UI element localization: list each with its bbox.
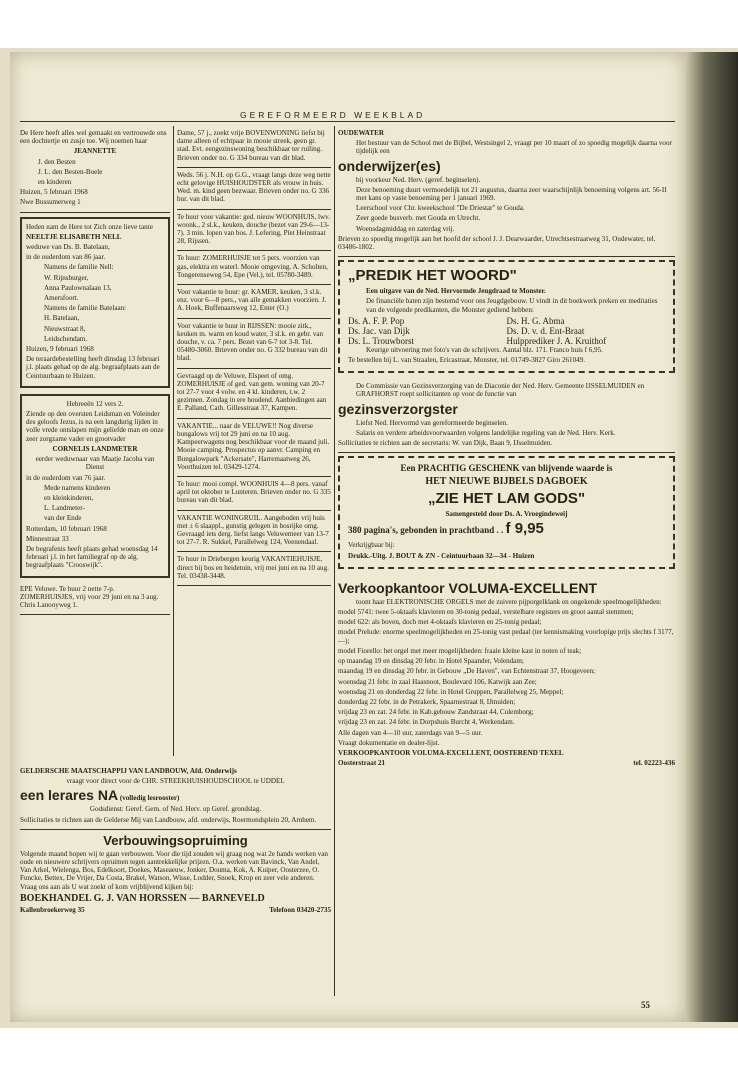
family-line: Namens de familie Nell: bbox=[44, 263, 114, 272]
ad-text: VAKANTIE WONINGRUIL. Aangeboden vrij huis met ± 6 slaappl., gunstig gelegen in bosrijke omg. Gevraagd iets derg. liefst langs Veluwemeer van 13-7 tot 27-7. R. Sukkel, Parallelweg 124, Veenendaal. bbox=[177, 513, 329, 547]
classified-ad bbox=[177, 552, 331, 586]
ad-line: Salaris en verdere arbeidsvoorwaarden volgens landelijke regeling van de Ned. Herv. Kerk. bbox=[356, 428, 616, 437]
ad-big-title: een lerares NA bbox=[20, 787, 119, 804]
oudewater-ad bbox=[338, 126, 675, 257]
family-line: Anna Paulownalaan 13, bbox=[44, 283, 112, 292]
ad-line: Zeer goede busverb. met Gouda en Utrecht. bbox=[356, 214, 481, 223]
demo-date: maandag 19 en dinsdag 20 febr. in Gebouw „De Haven", van Echtenstraat 37, Hoogeveen; bbox=[338, 667, 596, 676]
dagboek-ad bbox=[338, 456, 675, 569]
parent-name: J. den Besten bbox=[38, 157, 76, 166]
ad-big-title: „ZIE HET LAM GODS" bbox=[427, 490, 586, 508]
ad-text: Dame, 57 j., zoekt vrije BOVENWONING liefst bij dame alleen of echtpaar in mooie streek, geen gr. stad. Evt. eengezinswoning beschikbaar ter ruiling. Brieven onder no. G 334 bureau van dit blad. bbox=[177, 129, 325, 162]
birth-text: De Here heeft alles wel gemaakt en vertrouwde ons een dochtertje en zusje toe. Wij noemen haar bbox=[20, 129, 167, 146]
death-intro: Ziende op den oversten Leidsman en Voleinder des geloofs Jezus, is na een langdurig lijden in volle vrede ontslapen mijn geliefde man en onze zeer zorgzame vader en grootvader bbox=[26, 410, 164, 443]
ad-text: Te huur voor vakantie: ged. nieuw WOONHUIS, lwv. woonk., 2 sl.k., keuken, douche (bezet van 29-6—13-7). 3 min. lopen van bos. J. Lefering, Piet Heinstraat 28, Rijssen. bbox=[177, 212, 330, 246]
demo-date: op maandag 19 en dinsdag 20 febr. in Hotel Spaander, Volendam; bbox=[338, 657, 524, 666]
ad-text: Te huur: mooi compl. WOONHUIS 4—8 pers. vanaf april tot oktober te Lunteren. Brieven onder no. G 335 bureau van dit blad. bbox=[177, 479, 331, 505]
verbouwing-ad bbox=[20, 830, 331, 914]
classified-ad bbox=[177, 369, 331, 419]
age-line: in de ouderdom van 76 jaar. bbox=[26, 473, 106, 482]
organ-model: model 622: als boven, doch met 4-oktaafs klavieren en 25-tonig pedaal; bbox=[338, 618, 542, 627]
header-rule bbox=[20, 121, 675, 122]
shop-name: VERKOOPKANTOOR VOLUMA-EXCELLENT, OOSTEREND TEXEL bbox=[338, 748, 564, 757]
gezinsverzorgster-ad bbox=[338, 379, 675, 453]
demo-date: vrijdag 23 en zat. 24 febr. in Dorpshuis Burcht 4, Werkendam. bbox=[338, 718, 515, 727]
ad-big-title: „PREDIK HET WOORD" bbox=[348, 267, 517, 285]
ad-subheading: HET NIEUWE BIJBELS DAGBOEK bbox=[425, 476, 588, 488]
shop-phone: tel. 02223-436 bbox=[633, 759, 675, 768]
ad-text: Verkrijgbaar bij: bbox=[348, 541, 395, 550]
shop-footer bbox=[338, 759, 675, 767]
burial-text: De begrafenis heeft plaats gehad woensdag 14 februari j.l. in het familiegraf op de alg. begraafplaats "Crooswijk". bbox=[26, 544, 158, 570]
ad-line: Liefst Ned. Hervormd van gereformeerde beginselen. bbox=[356, 418, 508, 427]
family-line: Nieuwstraat 8, bbox=[44, 324, 86, 333]
family-line: Leidschendam. bbox=[44, 334, 88, 343]
classified-ad bbox=[177, 419, 331, 477]
deceased-name: NEELTJE ELISABETH NELL bbox=[26, 232, 122, 241]
ad-subheading: vraagt voor direct voor de CHR. STREEKHUISHOUDSCHOOL te UDDEL bbox=[66, 777, 285, 786]
voluma-ad bbox=[338, 575, 675, 770]
family-line: van der Ende bbox=[44, 514, 82, 523]
ad-text: Gevraagd op de Veluwe, Elspeet of omg. ZOMERHUISJE of ged. van gem. woning van 20-7 tot 27-7 voor 4 volw. en 4 kl. kinderen, t.w. 2 gezinnen. Zondag in ere houdend. Aanbiedingen aan E. Palland, Cath. Gillesstraat 37, Kampen. bbox=[177, 371, 327, 413]
ad-heading: GELDERSCHE MAATSCHAPPIJ VAN LANDBOUW, Afd. Onderwijs bbox=[20, 767, 237, 775]
column-divider bbox=[334, 126, 335, 996]
birth-address: Nwe Bussumerweg 1 bbox=[20, 198, 81, 207]
birth-announcement bbox=[20, 126, 170, 213]
demo-date: vrijdag 23 en zat. 24 febr. in Kab.gebouw Zandstraat 44, Culemborg; bbox=[338, 708, 534, 717]
family-line: Amersfoort. bbox=[44, 294, 79, 303]
ad-text: Voor vakantie te huur: gr. KAMER, keuken, 3 sl.k. enz. voor 6—8 pers., van alle gemakken voorzien. J. A. Hoek, Buffenaarsweg 12, Enter (O.) bbox=[177, 288, 327, 313]
family-line: L. Landmeter- bbox=[44, 504, 85, 513]
binding-edge bbox=[683, 52, 738, 1022]
shop-phone: Telefoon 03420-2735 bbox=[269, 905, 331, 914]
lower-left-ads bbox=[20, 764, 331, 914]
classified-ad bbox=[177, 126, 331, 168]
ad-text: De financiële baten zijn bestemd voor ons Jeugdgebouw. U vindt in dit boekwerk preken en meditaties van de volgende predikanten, die Monster gediend hebben: bbox=[366, 297, 658, 314]
gelderse-ad bbox=[20, 764, 331, 830]
death-notice-landmeter bbox=[20, 394, 170, 578]
death-address: Minnestraat 33 bbox=[26, 534, 69, 543]
column-2 bbox=[177, 126, 331, 586]
parent-name: en kinderen bbox=[38, 178, 72, 187]
demo-date: woensdag 21 en donderdag 22 febr. in Hotel Gruppen, Parallelweg 25, Meppel; bbox=[338, 687, 564, 696]
column-1 bbox=[20, 126, 170, 615]
ad-big-title: onderwijzer(es) bbox=[338, 157, 441, 174]
classified-ad bbox=[177, 210, 331, 252]
ad-text: Weds. 56 j. N.H. op G.G., vraagt langs deze weg nette echt gelovige HUISHOUDSTER als vrouw in huis. Wed. m. kind geen bezwaar. Brieven onder no. G 336 bur. van dit blad. bbox=[177, 170, 331, 204]
preacher-list bbox=[348, 316, 665, 346]
ad-big-title: Verbouwingsopruiming bbox=[103, 832, 248, 848]
family-line: Mede namens kinderen bbox=[44, 483, 111, 492]
ad-text: Volgende maand hopen wij te gaan verbouwen. Voor die tijd zouden wij graag nog wat 2e hands werken van oude en nieuwere schrijvers opruimen tegen aantrekkelijke prijzen. O.a. werken van Bavinck, Van Andel, Van Arkel, Wielenga, Bos, Edelkoort, Doekes, Maseaeuw, Jonker, Douma, Kok, A. Kuiper, Oosterzee, O. Funcke, Bettex, De Vrijer, Da Costa, Brakel, Watson, Wisse, Lodder, Snoek, Krop en zeer vele anderen. Vraag ons aan als U wat zoekt of kom vrijblijvend kijken bij: bbox=[20, 849, 328, 891]
shop-street: Kallenbroekerweg 35 bbox=[20, 905, 85, 914]
burial-text: De teraardebestelling heeft dinsdag 13 februari j.l. plaats gehad op de alg. begraafplaats aan de Ceintuurbaan te Huizen. bbox=[26, 355, 160, 380]
birth-date: Huizen, 5 februari 1968 bbox=[20, 188, 88, 197]
family-line: H. Batelaan, bbox=[44, 314, 80, 323]
classified-ad bbox=[177, 477, 331, 511]
shop-name: BOEKHANDEL G. J. VAN HORSSEN — BARNEVELD bbox=[20, 892, 265, 904]
ad-big-title: gezinsverzorgster bbox=[338, 400, 458, 417]
ad-text: Keurige uitvoering met foto's van de schrijvers. Aantal blz. 171. Franco huis f 6,95. bbox=[366, 345, 603, 354]
ad-subheading: toont haar ELEKTRONISCHE ORGELS met de zuivere pijporgelklank en ongekende speelmogelijkheden: bbox=[356, 597, 662, 606]
book-price: f 9,95 bbox=[505, 520, 544, 538]
death-date: Huizen, 9 februari 1968 bbox=[26, 345, 94, 354]
organ-model: model Fiorello: het orgel met meer mogelijkheden: fraaie kleine kast in noten of teak; bbox=[338, 646, 582, 655]
classified-ad bbox=[177, 168, 331, 210]
age-line: in de ouderdom van 86 jaar. bbox=[26, 253, 106, 262]
opening-hours: Alle dagen van 4—10 uur, zaterdags van 9—5 uur. bbox=[338, 728, 483, 737]
ad-line: Woensdagmiddag en zaterdag vrij. bbox=[356, 224, 455, 233]
ad-text: Het bestuur van de School met de Bijbel, Westsingel 2, vraagt per 10 maart of zo spoedig mogelijk daarna voor tijdelijk een bbox=[356, 139, 672, 156]
ad-footer: Sollicitaties te richten aan de Gelderse Mij van Landbouw, afd. onderwijs, Roermondsplein 20, Arnhem. bbox=[20, 815, 317, 824]
organ-model: model 5741: twee 5-oktaafs klavieren en 30-tonig pedaal, verstelbare registers en groot aantal stemmen; bbox=[338, 608, 634, 617]
page-number: 55 bbox=[641, 1000, 650, 1010]
ad-footer: Te bestellen bij L. van Straalen, Ericastraat, Monster, tel. 01749-3827 Giro 261049. bbox=[348, 356, 585, 365]
birth-name: JEANNETTE bbox=[73, 147, 117, 156]
preacher-name: Ds. Jac. van Dijk bbox=[348, 325, 410, 336]
ad-line: bij voorkeur Ned. Herv. (geref. beginselen). bbox=[356, 175, 481, 184]
ad-text: Een PRACHTIG GESCHENK van blijvende waarde is bbox=[400, 463, 613, 474]
ad-text: Te huur: ZOMERHUISJE tot 5 pers. voorzien van gas, elektra en waterl. Mooie omgeving. A. Scholten, Tongerenseweg 54, Epe (Vel.), tel. 05780-3489. bbox=[177, 254, 328, 279]
ad-text: Vraagt dokumentatie en dealer-lijst. bbox=[338, 738, 440, 747]
ad-line: Deze benoeming duurt vermoedelijk tot 21 augustus, daarna zeer waarschijnlijk benoeming volgens art. 56-II met kans op vaste benoeming per 1 januari 1969. bbox=[356, 185, 667, 203]
preacher-name: Ds. L. Trouwborst bbox=[348, 335, 415, 346]
organ-model: model Prelude: enorme speelmogelijkheden en 25-tonig vast pedaal (ter kennismaking voorlopige prijs slechts f 3177,—); bbox=[338, 628, 674, 645]
death-notice-nell bbox=[20, 217, 170, 388]
family-line: W. Rijnsburger, bbox=[44, 273, 89, 282]
classified-ad bbox=[177, 319, 331, 369]
ad-text: VAKANTIE... naar de VELUWE!! Nog diverse bungalows vrij tot 29 juni en na 10 aug. Kampeerwagens nog beschikbaar voor de maand juli. Mooie camping. Prospectus op aanvr. Camping en Bungalowpark "Ackersate", Harremaatweg 26, Voorthuizen tel. 03429-1274. bbox=[177, 421, 330, 471]
shop-street: Oosterstraat 21 bbox=[338, 759, 386, 768]
family-line: en kleinkinderen, bbox=[44, 493, 94, 502]
ad-line: Leerschool voor Chr. kweekschool "De Driestar" te Gouda. bbox=[356, 204, 525, 213]
family-line: Namens de familie Batelaan: bbox=[44, 304, 127, 313]
preacher-name: Ds. A. F. P. Pop bbox=[348, 315, 405, 326]
ad-text: Godsdienst: Geref. Gem. of Ned. Herv. op Geref. grondslag. bbox=[89, 805, 262, 814]
page-header: GEREFORMEERD WEEKBLAD bbox=[240, 110, 426, 120]
ad-heading: OUDEWATER bbox=[338, 129, 384, 137]
ad-big-title: Verkoopkantoor VOLUMA-EXCELLENT bbox=[338, 579, 598, 596]
widower-line: eerder weduwnaar van Maatje Jacoba van Dienst bbox=[35, 455, 155, 472]
preacher-name: Ds. H. G. Abma bbox=[506, 315, 565, 326]
demo-date: woensdag 21 febr. in zaal Haasnoot, Boulevard 106, Katwijk aan Zee; bbox=[338, 677, 537, 686]
ad-footer: Sollicitaties te richten aan de secretaris: W. van Dijk, Baan 9, IJsselmuiden. bbox=[338, 439, 553, 448]
classified-ad bbox=[177, 285, 331, 319]
preacher-name: Ds. D. v. d. Ent-Braat bbox=[506, 325, 585, 336]
predik-ad bbox=[338, 260, 675, 373]
preacher-name: Hulpprediker J. A. Kruithof bbox=[506, 335, 607, 346]
bible-verse: Hebreeën 12 vers 2. bbox=[66, 399, 124, 408]
ad-big-subtitle: (volledig lesrooster) bbox=[119, 794, 180, 803]
ad-text: De Commissie van Gezinsverzorging van de Diaconie der Ned. Herv. Gemeente IJSSELMUIDEN en GRAFHORST roept sollicitanten op voor de functie van bbox=[356, 382, 645, 399]
death-date: Rotterdam, 10 februari 1968 bbox=[26, 524, 107, 533]
ad-subheading: Samengesteld door Ds. A. Vroegindeweij bbox=[445, 510, 568, 519]
classified-ad bbox=[177, 511, 331, 553]
ad-text: Voor vakantie te huur in RIJSSEN: mooie zitk., keuken m. warm en koud water, 3 sl.k. en gebr. van douche, v. ca. 7 pers. Bezet van 6-7 tot 3-8. Tel. 05480-3060. Brieven onder no. G 332 bureau van dit blad. bbox=[177, 321, 328, 363]
demo-date: donderdag 22 febr. in de Petrakerk, Spaarnestraat 8, IJmuiden; bbox=[338, 697, 516, 706]
death-intro: Heden nam de Here tot Zich onze lieve tante bbox=[26, 222, 153, 231]
ad-text: Te huur in Driebergen keurig VAKANTIEHUISJE, direct bij bos en heidetuin, vrij mei juni en na 10 aug. Tel. 03438-3448. bbox=[177, 555, 329, 580]
deceased-name: CORNELIS LANDMETER bbox=[52, 444, 138, 453]
classified-ad bbox=[177, 251, 331, 285]
shop-footer bbox=[20, 906, 331, 914]
widow-line: weduwe van Ds. B. Batelaan, bbox=[26, 243, 110, 252]
ad-text: EPE Veluwe. Te huur 2 nette 7-p. ZOMERHUISJES, vrij voor 29 juni en na 3 aug. Chris Lanooyweg 1. bbox=[20, 584, 159, 609]
ad-footer: Brieven zo spoedig mogelijk aan het hoofd der school J. J. Dearwaarder, Utrechtsestraatweg 31, Oudewater, tel. 03486-1802. bbox=[338, 234, 656, 252]
column-3 bbox=[338, 126, 675, 770]
parent-name: J. L. den Besten-Boele bbox=[38, 167, 103, 176]
book-pages: 380 pagina's, gebonden in prachtband . . bbox=[348, 525, 504, 536]
top-margin bbox=[0, 0, 738, 48]
ad-subheading: Een uitgave van de Ned. Hervormde Jeugdraad te Monster. bbox=[366, 287, 546, 296]
column-divider bbox=[173, 126, 174, 756]
epe-ad bbox=[20, 582, 170, 616]
shop-name: Drukk.-Uitg. J. BOUT & ZN - Ceintuurbaan 32—34 - Huizen bbox=[348, 551, 535, 560]
